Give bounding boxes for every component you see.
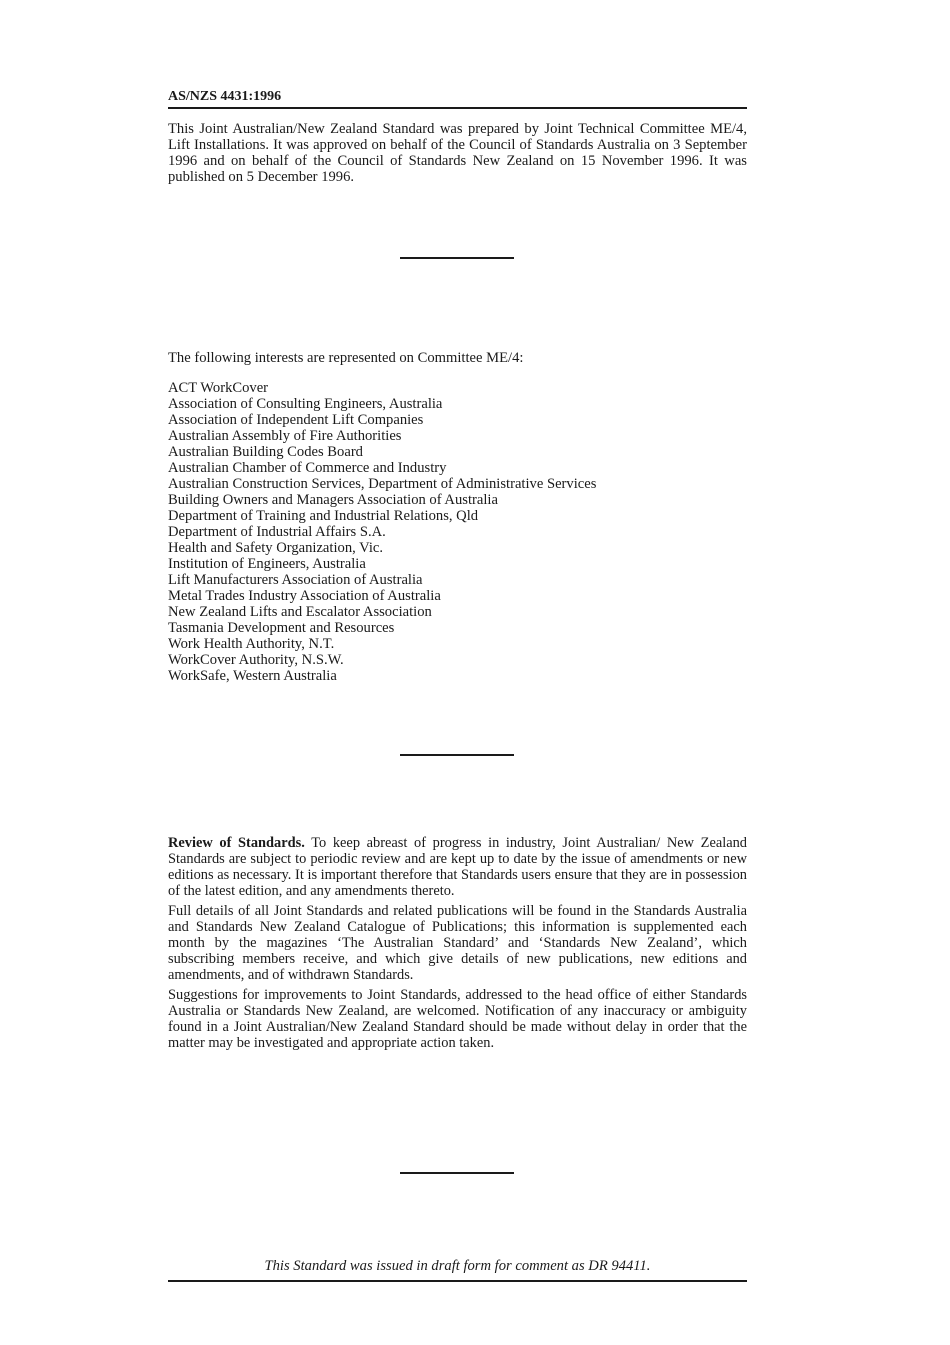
list-item: WorkSafe, Western Australia	[168, 668, 337, 684]
list-item: ACT WorkCover	[168, 380, 269, 396]
review-of-standards-section	[168, 835, 747, 1055]
list-item: Association of Independent Lift Companies	[168, 412, 424, 428]
list-item: Department of Industrial Affairs S.A.	[168, 524, 386, 540]
list-item: Association of Consulting Engineers, Australia	[168, 396, 443, 412]
list-item: Australian Construction Services, Department of Administrative Services	[168, 476, 597, 492]
list-item: Australian Chamber of Commerce and Industry	[168, 460, 447, 476]
committee-heading: The following interests are represented on Committee ME/4:	[168, 350, 524, 366]
review-paragraph-1-text: To keep abreast of progress in industry, Joint Australian/ New Zealand Standards are subject to periodic review and are kept up to date by the issue of amendments or new editions as necessary. It is important therefore that Standards users ensure that they are in possession of the latest edition, and any amendments thereto.	[168, 835, 748, 899]
review-paragraph-2: Full details of all Joint Standards and related publications will be found in the Standards Australia and Standards New Zealand Catalogue of Publications; this information is supplemented each month by the magazines ‘The Australian Standard’ and ‘Standards New Zealand’, which subscribing members receive, and which give details of new publications, new editions and amendments, and of withdrawn Standards.	[168, 903, 747, 983]
section-divider-1	[400, 257, 514, 259]
approval-statement: This Joint Australian/New Zealand Standard was prepared by Joint Technical Committee ME/4, Lift Installations. It was approved on behalf of the Council of Standards Australia on 3 September 1996 and on behalf of the Council of Standards New Zealand on 15 November 1996. It was published on 5 December 1996.	[168, 121, 747, 185]
list-item: New Zealand Lifts and Escalator Association	[168, 604, 432, 620]
list-item: Work Health Authority, N.T.	[168, 636, 335, 652]
list-item: Metal Trades Industry Association of Australia	[168, 588, 441, 604]
list-item: Health and Safety Organization, Vic.	[168, 540, 383, 556]
committee-members-list	[168, 380, 747, 684]
list-item: Department of Training and Industrial Relations, Qld	[168, 508, 479, 524]
review-paragraph-1	[168, 835, 747, 899]
list-item: Australian Assembly of Fire Authorities	[168, 428, 402, 444]
review-paragraph-3: Suggestions for improvements to Joint Standards, addressed to the head office of either Standards Australia or Standards New Zealand, are welcomed. Notification of any inaccuracy or ambiguity found in a Joint Australian/New Zealand Standard should be made without delay in order that the matter may be investigated and appropriate action taken.	[168, 987, 747, 1051]
review-lead-heading: Review of Standards.	[168, 835, 305, 851]
list-item: Institution of Engineers, Australia	[168, 556, 366, 572]
standard-number-header: AS/NZS 4431:1996	[168, 89, 747, 109]
section-divider-3	[400, 1172, 514, 1174]
draft-note-footer: This Standard was issued in draft form for comment as DR 94411.	[168, 1258, 747, 1282]
list-item: Building Owners and Managers Association of Australia	[168, 492, 498, 508]
list-item: Lift Manufacturers Association of Australia	[168, 572, 423, 588]
list-item: Australian Building Codes Board	[168, 444, 363, 460]
list-item: Tasmania Development and Resources	[168, 620, 395, 636]
section-divider-2	[400, 754, 514, 756]
list-item: WorkCover Authority, N.S.W.	[168, 652, 344, 668]
